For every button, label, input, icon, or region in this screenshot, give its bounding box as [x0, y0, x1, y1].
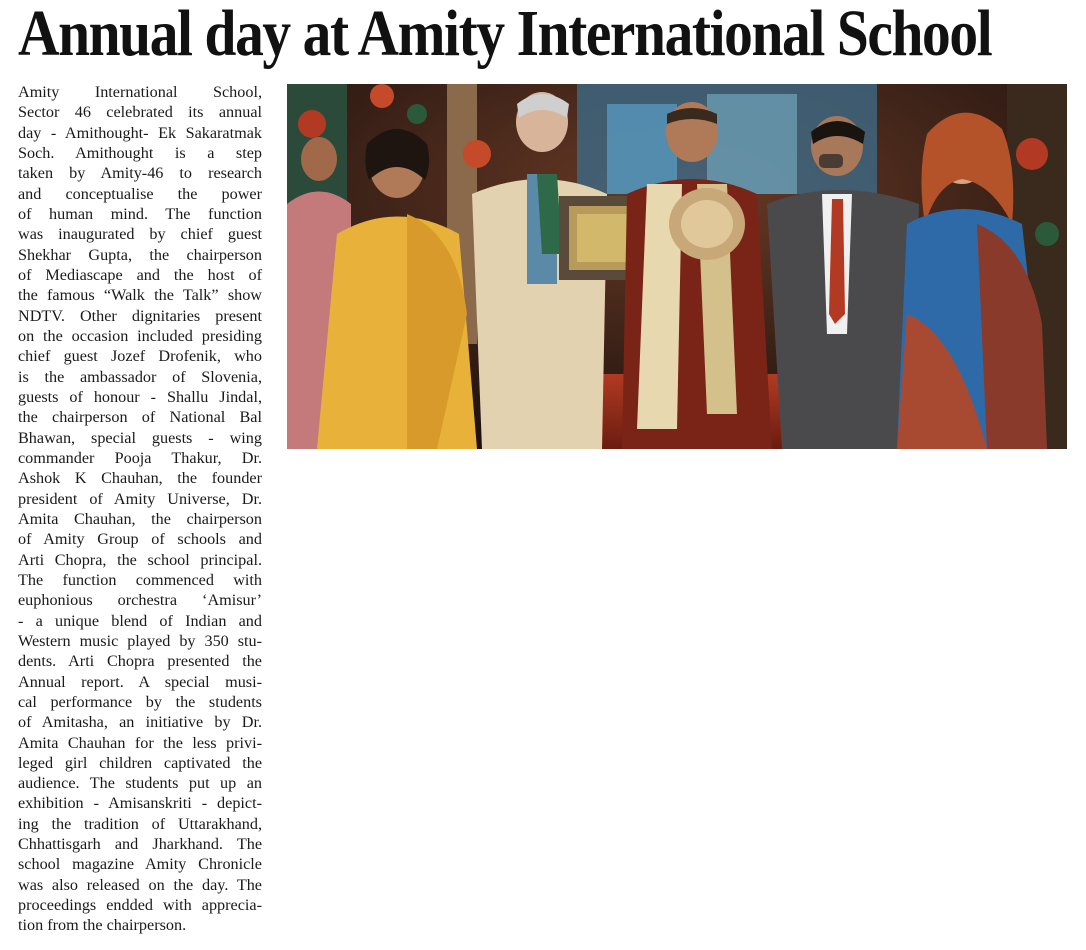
article-body-line: of human mind. The function [18, 204, 262, 223]
event-photo [287, 84, 1067, 449]
article-body-line: Arti Chopra, the school principal. [18, 550, 262, 569]
article-body-line: taken by Amity-46 to research [18, 164, 262, 183]
article-body-line: the famous “Walk the Talk” show [18, 286, 262, 305]
article-body-line: Shekhar Gupta, the chairperson [18, 245, 262, 264]
article-body-line: Chhattisgarh and Jharkhand. The [18, 835, 262, 854]
article-body-line: proceedings endded with apprecia- [18, 896, 262, 915]
article-body-line: Soch. Amithought is a step [18, 143, 262, 162]
article-body-line: was also released on the day. The [18, 875, 262, 894]
article-body-line: and conceptualise the power [18, 184, 262, 203]
article-body-line: of Mediascape and the host of [18, 265, 262, 284]
event-photo-illustration [287, 84, 1067, 449]
article-body-line: Ashok K Chauhan, the founder [18, 469, 262, 488]
article-body-line: president of Amity Universe, Dr. [18, 489, 262, 508]
article-body-line: - a unique blend of Indian and [18, 611, 262, 630]
article-body-line: euphonious orchestra ‘Amisur’ [18, 591, 262, 610]
article-body-line: Amity International School, [18, 83, 262, 101]
article-body-line: Amita Chauhan for the less privi- [18, 733, 262, 752]
article-body-line: of Amitasha, an initiative by Dr. [18, 713, 262, 732]
article-body [18, 82, 262, 936]
article-body-line: the chairperson of National Bal [18, 408, 262, 427]
article-body-line: exhibition - Amisanskriti - depict- [18, 794, 262, 813]
article-body-line: of Amity Group of schools and [18, 530, 262, 549]
article-body-line: ing the tradition of Uttarakhand, [18, 814, 262, 833]
article-body-line: chief guest Jozef Drofenik, who [18, 347, 262, 366]
article-body-line: is the ambassador of Slovenia, [18, 367, 262, 386]
article-body-line: audience. The students put up an [18, 774, 262, 793]
article-headline: Annual day at Amity International School [18, 0, 992, 70]
article-body-line: day - Amithought- Ek Sakaratmak [18, 123, 262, 142]
article-body-line: guests of honour - Shallu Jindal, [18, 387, 262, 406]
article-body-line: tion from the chairperson. [18, 916, 187, 935]
article-body-line: Western music played by 350 stu- [18, 631, 262, 650]
article-body-line: cal performance by the students [18, 692, 262, 711]
article-body-line: school magazine Amity Chronicle [18, 855, 262, 874]
article-body-line: was inaugurated by chief guest [18, 225, 262, 244]
article-body-line: Bhawan, special guests - wing [18, 428, 262, 447]
article-body-line: commander Pooja Thakur, Dr. [18, 448, 262, 467]
article-body-line: on the occasion included presiding [18, 326, 262, 345]
article-body-line: NDTV. Other dignitaries present [18, 306, 262, 325]
article-body-line: Sector 46 celebrated its annual [18, 103, 262, 122]
article-body-line: dents. Arti Chopra presented the [18, 652, 262, 671]
article-body-line: leged girl children captivated the [18, 753, 262, 772]
article-body-line: Annual report. A special musi- [18, 672, 262, 691]
article-body-line: The function commenced with [18, 570, 262, 589]
article-body-line: Amita Chauhan, the chairperson [18, 509, 262, 528]
